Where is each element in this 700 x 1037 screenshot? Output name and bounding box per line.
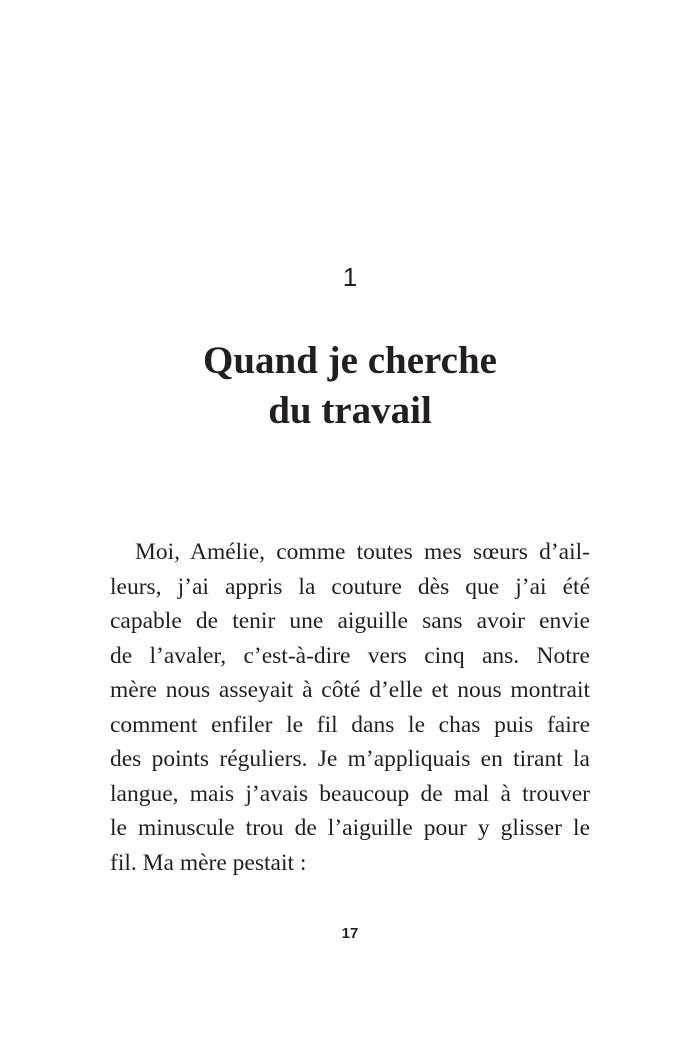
body-paragraph xyxy=(110,535,590,880)
text-line: de l’avaler, c’est-à-dire vers cinq ans. Notre xyxy=(110,642,590,669)
chapter-title xyxy=(0,336,700,436)
page-number: 17 xyxy=(341,925,359,942)
chapter-title-line: du travail xyxy=(268,389,432,432)
text-line: Moi, Amélie, comme toutes mes sœurs d’ail- xyxy=(135,539,590,565)
text-line: comment enfiler le fil dans le chas puis faire xyxy=(110,711,590,738)
text-line: capable de tenir une aiguille sans avoir envie xyxy=(110,608,590,634)
text-line: langue, mais j’avais beaucoup de mal à trouver xyxy=(110,780,590,807)
text-line: fil. Ma mère pestait : xyxy=(110,849,307,876)
chapter-number: 1 xyxy=(342,262,358,292)
text-line: le minuscule trou de l’aiguille pour y glisser le xyxy=(110,815,590,841)
chapter-title-line: Quand je cherche xyxy=(203,339,497,382)
text-line: leurs, j’ai appris la couture dès que j’ai été xyxy=(110,573,590,600)
text-line: des points réguliers. Je m’appliquais en tirant la xyxy=(110,746,590,772)
text-line: mère nous asseyait à côté d’elle et nous montrait xyxy=(110,677,590,703)
